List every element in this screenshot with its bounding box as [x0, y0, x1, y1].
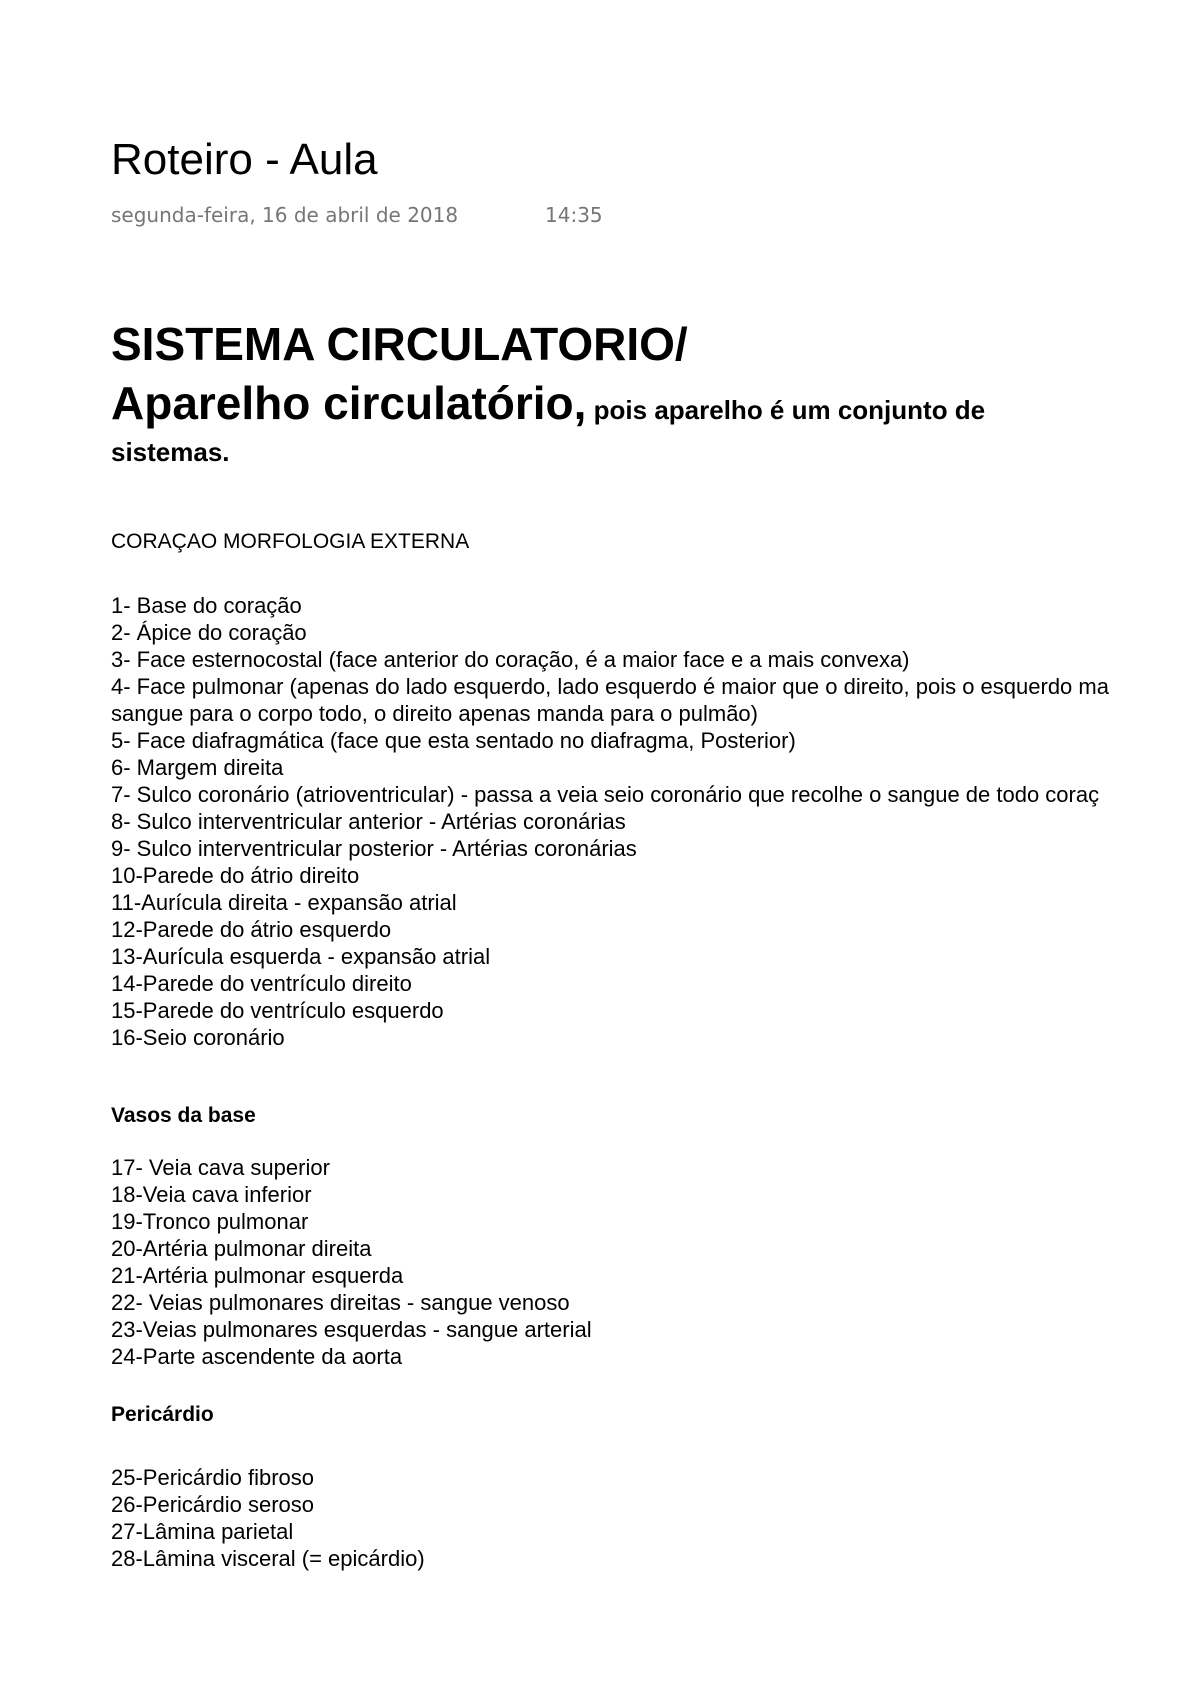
list-item: 23-Veias pulmonares esquerdas - sangue arterial — [111, 1317, 592, 1342]
sub-heading-tail: sistemas. — [111, 437, 230, 467]
list-item: 16-Seio coronário — [111, 1025, 285, 1050]
list-item: 9- Sulco interventricular posterior - Artérias coronárias — [111, 836, 637, 861]
list-item: 27-Lâmina parietal — [111, 1519, 294, 1544]
list-item: 26-Pericárdio seroso — [111, 1492, 314, 1517]
list-item: 8- Sulco interventricular anterior - Artérias coronárias — [111, 809, 626, 834]
list-item: sangue para o corpo todo, o direito apenas manda para o pulmão) — [111, 701, 758, 726]
sub-heading — [111, 377, 985, 436]
list-item: 15-Parede do ventrículo esquerdo — [111, 998, 444, 1023]
section-title-pericardio: Pericárdio — [111, 1403, 214, 1426]
list-item: 2- Ápice do coração — [111, 620, 307, 645]
list-item: 28-Lâmina visceral (= epicárdio) — [111, 1546, 425, 1571]
section-title-morfologia: CORAÇAO MORFOLOGIA EXTERNA — [111, 530, 470, 553]
list-item: 14-Parede do ventrículo direito — [111, 971, 412, 996]
page-title: Roteiro - Aula — [111, 135, 378, 184]
list-item: 22- Veias pulmonares direitas - sangue venoso — [111, 1290, 570, 1315]
page-time: 14:35 — [545, 203, 603, 227]
sub-heading-note: pois aparelho é um conjunto de — [586, 395, 986, 425]
page-date: segunda-feira, 16 de abril de 2018 — [111, 203, 459, 227]
section-title-vasos: Vasos da base — [111, 1104, 256, 1127]
list-item: 19-Tronco pulmonar — [111, 1209, 309, 1234]
list-item: 1- Base do coração — [111, 593, 302, 618]
list-item: 24-Parte ascendente da aorta — [111, 1344, 403, 1369]
list-item: 21-Artéria pulmonar esquerda — [111, 1263, 404, 1288]
list-item: 3- Face esternocostal (face anterior do coração, é a maior face e a mais convexa) — [111, 647, 910, 672]
list-item: 20-Artéria pulmonar direita — [111, 1236, 372, 1261]
list-item: 10-Parede do átrio direito — [111, 863, 360, 888]
list-item: 4- Face pulmonar (apenas do lado esquerdo, lado esquerdo é maior que o direito, pois o esquerdo ma — [111, 674, 1109, 699]
main-heading: SISTEMA CIRCULATORIO/ — [111, 318, 688, 370]
list-morfologia — [111, 592, 1109, 1051]
list-item: 5- Face diafragmática (face que esta sentado no diafragma, Posterior) — [111, 728, 796, 753]
list-item: 13-Aurícula esquerda - expansão atrial — [111, 944, 491, 969]
list-vasos — [111, 1154, 592, 1370]
sub-heading-main: Aparelho circulatório, — [111, 377, 587, 429]
list-item: 11-Aurícula direita - expansão atrial — [111, 890, 457, 915]
list-item: 17- Veia cava superior — [111, 1155, 330, 1180]
list-item: 18-Veia cava inferior — [111, 1182, 312, 1207]
list-item: 25-Pericárdio fibroso — [111, 1465, 314, 1490]
list-item: 6- Margem direita — [111, 755, 284, 780]
list-item: 12-Parede do átrio esquerdo — [111, 917, 392, 942]
list-pericardio — [111, 1464, 425, 1572]
list-item: 7- Sulco coronário (atrioventricular) - passa a veia seio coronário que recolhe o sangue de todo coraç — [111, 782, 1100, 807]
